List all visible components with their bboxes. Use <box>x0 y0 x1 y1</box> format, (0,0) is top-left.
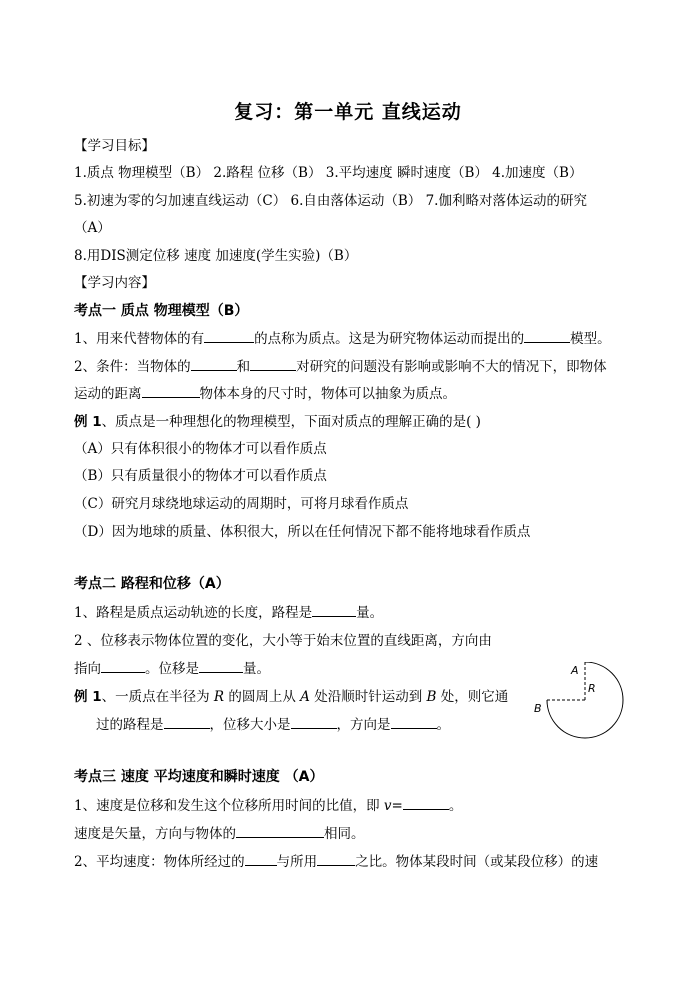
point3-line-3 <box>74 853 598 871</box>
point1-l3b: 物体本身的尺寸时，物体可以抽象为质点。 <box>199 386 456 402</box>
point2-l1b: 量。 <box>356 605 384 621</box>
point1-line-3 <box>74 385 456 403</box>
point1-l1b: 的点称为质点。这是为研究物体运动而提出的 <box>254 331 525 347</box>
blank-field[interactable] <box>199 660 243 673</box>
point3-l2b: 相同。 <box>324 826 365 842</box>
point2-ex2b: ，位移大小是 <box>209 717 291 733</box>
blank-field[interactable] <box>524 330 570 343</box>
point1-l2c: 对研究的问题没有影响或影响不大的情况下，即物体 <box>296 359 607 375</box>
objectives-line-2: 5.初速为零的匀加速直线运动（C） 6.自由落体运动（B） 7.伽利略对落体运动的研究 <box>74 193 587 209</box>
blank-field[interactable] <box>101 660 145 673</box>
point1-l1a: 1、用来代替物体的有 <box>74 331 205 347</box>
var-v: v <box>383 798 392 814</box>
point2-ex-b: 的圆周上从 <box>224 689 301 705</box>
point3-l1b: = <box>391 798 403 814</box>
label-a: A <box>571 664 579 677</box>
point2-l3b: 。位移是 <box>145 661 199 677</box>
blank-field[interactable] <box>204 330 254 343</box>
blank-field[interactable] <box>250 358 296 371</box>
blank-field[interactable] <box>164 716 210 729</box>
blank-field[interactable] <box>291 716 337 729</box>
point1-heading: 考点一 质点 物理模型（B） <box>74 303 249 319</box>
label-b: B <box>534 702 542 715</box>
objectives-line-4: 8.用DIS测定位移 速度 加速度(学生实验)（B） <box>74 248 358 264</box>
point1-example <box>74 413 481 431</box>
option-a: （A）只有体积很小的物体才可以看作质点 <box>74 441 327 457</box>
option-c: （C）研究月球绕地球运动的周期时，可将月球看作质点 <box>74 496 409 512</box>
point3-heading: 考点三 速度 平均速度和瞬时速度 （A） <box>74 769 324 785</box>
point2-line-2: 2 、位移表示物体位置的变化，大小等于始末位置的直线距离，方向由 <box>74 633 492 649</box>
point1-line-1 <box>74 330 611 348</box>
var-a: A <box>300 689 310 705</box>
point3-line-2 <box>74 825 365 843</box>
point3-l3c: 之比。物体某段时间（或某段位移）的速 <box>355 854 599 870</box>
point1-l1c: 模型。 <box>570 331 611 347</box>
point2-ex-d: 处，则它通 <box>436 689 509 705</box>
circle-diagram <box>530 662 630 752</box>
point3-line-1 <box>74 797 462 815</box>
blank-field[interactable] <box>191 358 237 371</box>
point1-line-2 <box>74 358 607 376</box>
point2-l1a: 1、路程是质点运动轨迹的长度，路程是 <box>74 605 313 621</box>
point3-l3a: 2、平均速度：物体所经过的 <box>74 854 245 870</box>
point2-ex2a: 过的路程是 <box>96 717 164 733</box>
point3-l1c: 。 <box>448 798 463 814</box>
blank-field[interactable] <box>403 797 449 810</box>
point1-l3a: 运动的距离 <box>74 386 142 402</box>
point2-ex2c: ，方向是 <box>336 717 391 733</box>
blank-field[interactable] <box>142 385 200 398</box>
var-b: B <box>426 689 437 705</box>
blank-field[interactable] <box>391 716 437 729</box>
option-d: （D）因为地球的质量、体积很大，所以在任何情况下都不能将地球看作质点 <box>74 524 531 540</box>
point1-example-text: 、质点是一种理想化的物理模型，下面对质点的理解正确的是( ) <box>101 414 481 430</box>
point2-l3a: 指向 <box>74 661 101 677</box>
objectives-line-1: 1.质点 物理模型（B） 2.路程 位移（B） 3.平均速度 瞬时速度（B） 4.加速度（B） <box>74 165 583 181</box>
option-b: （B）只有质量很小的物体才可以看作质点 <box>74 468 327 484</box>
point3-l1a: 1、速度是位移和发生这个位移所用时间的比值，即 <box>74 798 384 814</box>
blank-field[interactable] <box>236 825 324 838</box>
point2-example <box>74 688 508 706</box>
point1-l2b: 和 <box>236 359 251 375</box>
point2-ex-c: 处沿顺时针运动到 <box>309 689 427 705</box>
point3-l2a: 速度是矢量，方向与物体的 <box>74 826 236 842</box>
point1-l2a: 2、条件：当物体的 <box>74 359 191 375</box>
blank-field[interactable] <box>317 853 355 866</box>
example-label: 例 1 <box>74 414 102 430</box>
point2-line-1 <box>74 604 383 622</box>
point2-l3c: 量。 <box>243 661 270 677</box>
label-r: R <box>588 682 596 695</box>
example-label: 例 1 <box>74 689 102 705</box>
point2-example-line-2 <box>96 716 450 734</box>
point2-ex-a: 、一质点在半径为 <box>101 689 214 705</box>
objectives-line-3: （A） <box>74 220 111 236</box>
point3-l3b: 与所用 <box>276 854 318 870</box>
point2-heading: 考点二 路程和位移（A） <box>74 576 230 592</box>
point2-ex2d: 。 <box>436 717 450 733</box>
content-header: 【学习内容】 <box>74 275 155 291</box>
page-title: 复习：第一单元 直线运动 <box>234 101 462 123</box>
blank-field[interactable] <box>245 853 277 866</box>
var-r: R <box>213 689 225 705</box>
blank-field[interactable] <box>312 604 356 617</box>
objectives-header: 【学习目标】 <box>74 138 155 154</box>
point2-line-3 <box>74 660 270 678</box>
